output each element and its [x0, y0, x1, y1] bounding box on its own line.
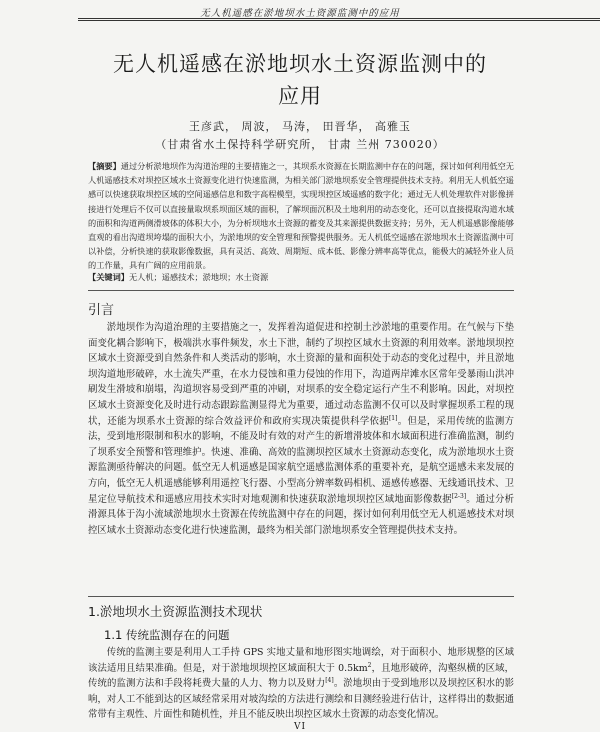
- intro-paragraph: 淤地坝作为沟道治理的主要措施之一，发挥着沟道促进和控制土沙淤地的重要作用。在气候与下垫面变化耦合影响下，极端洪水事件频发，水土下泄，制约了坝控区域水土资源的利用效率。淤地坝坝控区域水土资源受到自然条件和人类活动的影响，水土资源的量和面积处于动态的变化过程中，并且淤地坝沟道地形破碎，水土流失严重，在水力侵蚀和重力侵蚀的作用下，沟道两岸滩水区常年受暴雨山洪冲刷发生滑坡和崩塌，沟道坝容易受到严重的冲刷，对坝系的安全稳定运行产生不利影响。因此，对坝控区域水土资源变化及时进行动态跟踪监测显得尤为重要，通过动态监测不仅可以及时掌握坝系工程的现状，还能为坝系水土资源的综合效益评价和政府实现决策提供科学依据[1]。但是，采用传统的监测方法，受到地形限制和积水的影响，不能及时有效的对产生的新增滑坡体和水域面积进行准确监测，制约了坝系安全预警和管理维护。快速、准确、高效的监测坝控区域水土资源动态变化，成为淤地坝水土资源监测亟待解决的问题。低空无人机遥感是国家航空遥感监测体系的重要补充，是航空遥感未来发展的方向，低空无人机遥感能够利用遥控飞行器、小型高分辨率数码相机、遥感传感器、无线通讯技术、卫星定位导航技术和遥感应用技术实时对地观测和快速获取淤地坝坝控区域地面影像数据[2-3]。通过分析滑源具体于沟小流域淤地坝水土资源在传统监测中存在的问题，探讨如何利用低空无人机遥感技术对坝控区域水土资源动态变化进行快速监测，最终为相关部门淤地坝系安全管理提供技术支持。: [88, 322, 514, 536]
- abstract: [88, 159, 514, 273]
- keywords: [88, 270, 514, 284]
- section-1-1-paragraph: 传统的监测主要是利用人工手持 GPS 实地丈量和地形图实地调绘，对于面积小、地形规整的区域该法适用且结果准确。但是，对于淤地坝坝控区域面积大于 $0.5km^2$，且地形破碎，沟壑纵横的区域，传统的监测方法和手段将耗费大量的人力、物力以及财力[4]。淤地坝由于受到地形以及坝控区积水的影响，对人工不能到达的区域经常采用对坡沟绘的方法进行测绘和目测经验进行估计，这样得出的数据通常带有主观性、片面性和随机性，并且不能反映出坝控区域水土资源的动态变化情况。: [88, 647, 514, 721]
- citation: [4]: [325, 677, 334, 685]
- section-1-1-heading: 1.1 传统监测存在的问题: [104, 628, 230, 642]
- section-1-heading: 1.淤地坝水土资源监测技术现状: [88, 604, 263, 619]
- keywords-label: 【关键词】: [88, 272, 129, 282]
- paper-title: [60, 48, 540, 112]
- header-rule: [78, 18, 600, 19]
- keywords-text: 无人机；遥感技术；淤地坝；水土资源: [128, 272, 269, 282]
- page-number: VI: [293, 722, 307, 732]
- header-rule-double: [78, 20, 600, 21]
- affiliation: （甘肃省水土保持科学研究所， 甘肃 兰州 730020）: [155, 138, 445, 151]
- intro-body: [88, 320, 514, 538]
- superscript: 2: [367, 661, 372, 669]
- running-head: 无人机遥感在淤地坝水土资源监测中的应用: [200, 8, 400, 19]
- intro-heading: 引言: [88, 303, 115, 318]
- section-divider: [88, 290, 514, 291]
- title-line-2: 应用: [278, 84, 322, 108]
- citation: [1]: [388, 414, 398, 422]
- title-line-1: 无人机遥感在淤地坝水土资源监测中的: [113, 52, 487, 76]
- abstract-label: 【摘要】: [88, 161, 121, 171]
- authors: 王彦武， 周波， 马涛， 田晋华， 高雅玉: [189, 120, 411, 133]
- section-divider: [88, 596, 514, 597]
- citation: [2-3]: [451, 492, 467, 500]
- abstract-text: 通过分析淤地坝作为沟道治理的主要措施之一，其坝系水资源在长期监测中存在的问题，探讨如何利用低空无人机遥感技术对坝控区域水土资源变化进行快速监测，为相关部门淤地坝系安全管理提供技术支持。利用无人机低空遥感可以快速获取坝控区域的空间遥感信息和数字高程模型，实现坝控区域遥感的数字化；通过无人机处理软件对影像拼接进行处理后不仅可以直接量取坝系坝面区域的面积，了解坝面沉积及土地利用的动态变化，还可以直接提取沟道水域的面积和沟道两侧滑坡体的体积大小，为分析坝地水土资源的蓄变及其来源提供数据支持；另外，无人机遥感影像能够直观的看出沟道坝垮塌的面积大小，为淤地坝的安全管理和预警提供服务。无人机低空遥感在淤地坝水土资源监测中可以补偿，分析快速的获取影像数据，具有灵活、高效、周期短、成本低、影像分辨率高等优点，能极大的减轻外业人员的工作量，具有广阔的应用前景。: [88, 161, 514, 271]
- section-1-1-body: [88, 645, 514, 723]
